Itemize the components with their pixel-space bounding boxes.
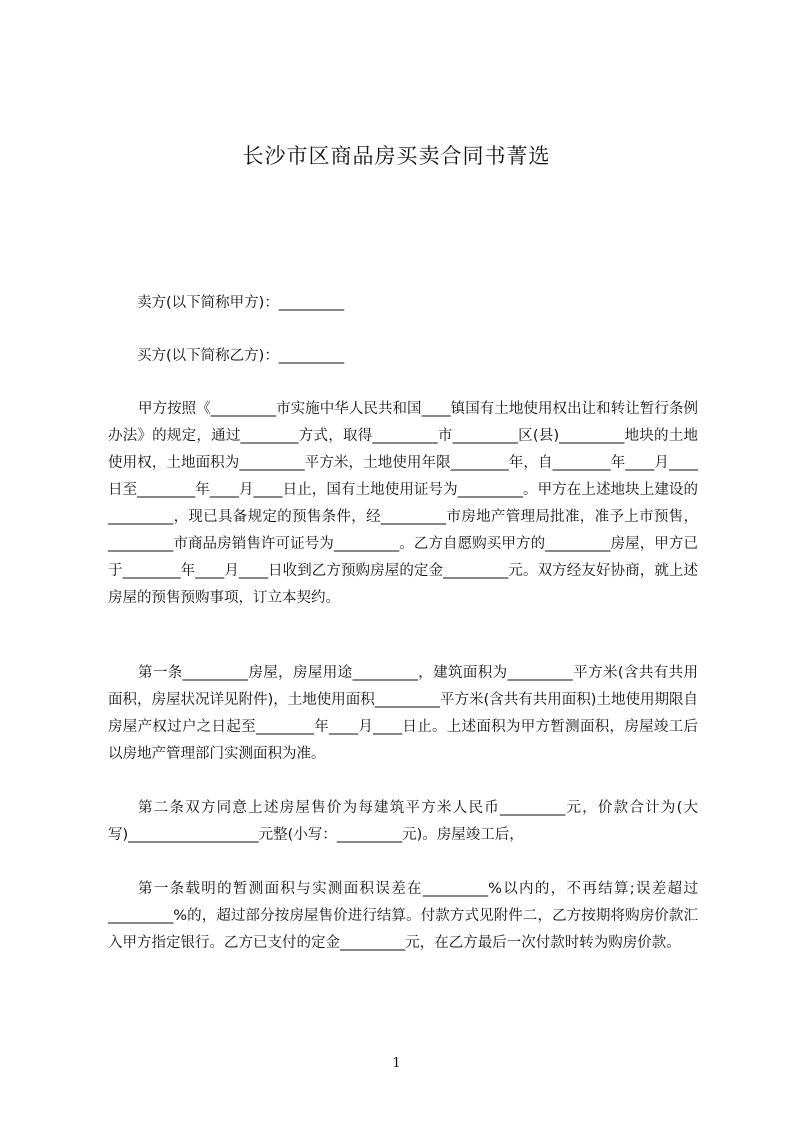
document-title: 长沙市区商品房买卖合同书菁选 (242, 144, 551, 168)
preamble-paragraph: 甲方按照《_________市实施中华人民共和国____镇国有土地使用权出让和转让暂行条例办法》的规定，通过________方式，取得_________市_________区(县)_________地块的土地使用权，土地面积为_________平方米，土地使用年限________年，自________年____月____日至________年____月____日止，国有土地使用证号为_________。甲方在上述地块上建设的_________，现已具备规定的预售条件，经_________市房地产管理局批准，准予上市预售，_________市商品房销售许可证号为_________。乙方自愿购买甲方的_________房屋，甲方已于________年____月____日收到乙方预购房屋的定金_________元。双方经友好协商，就上述房屋的预售预购事项，订立本契约。 (108, 401, 698, 606)
area-settlement-paragraph: 第一条载明的暂测面积与实测面积误差在_________%以内的，不再结算;误差超过_________%的，超过部分按房屋售价进行结算。付款方式见附件二，乙方按期将购房价款汇入甲方指定银行。乙方已支付的定金_________元，在乙方最后一次付款时转为购房价款。 (108, 881, 698, 951)
article-one-paragraph: 第一条_________房屋，房屋用途_________，建筑面积为_________平方米(含共有共用面积，房屋状况详见附件)，土地使用面积_________平方米(含共有共用面积)土地使用期限自房屋产权过户之日起至________年____月____日止。上述面积为甲方暂测面积，房屋竣工后以房地产管理部门实测面积为准。 (108, 665, 698, 762)
seller-line: 卖方(以下简称甲方)：_________ (137, 295, 345, 311)
buyer-line: 买方(以下简称乙方)：_________ (137, 348, 345, 364)
page-number: 1 (392, 1056, 401, 1071)
article-two-paragraph: 第二条双方同意上述房屋售价为每建筑平方米人民币_________元，价款合计为(大写)__________________元整(小写：_________元)。房屋竣工后， (108, 800, 698, 843)
